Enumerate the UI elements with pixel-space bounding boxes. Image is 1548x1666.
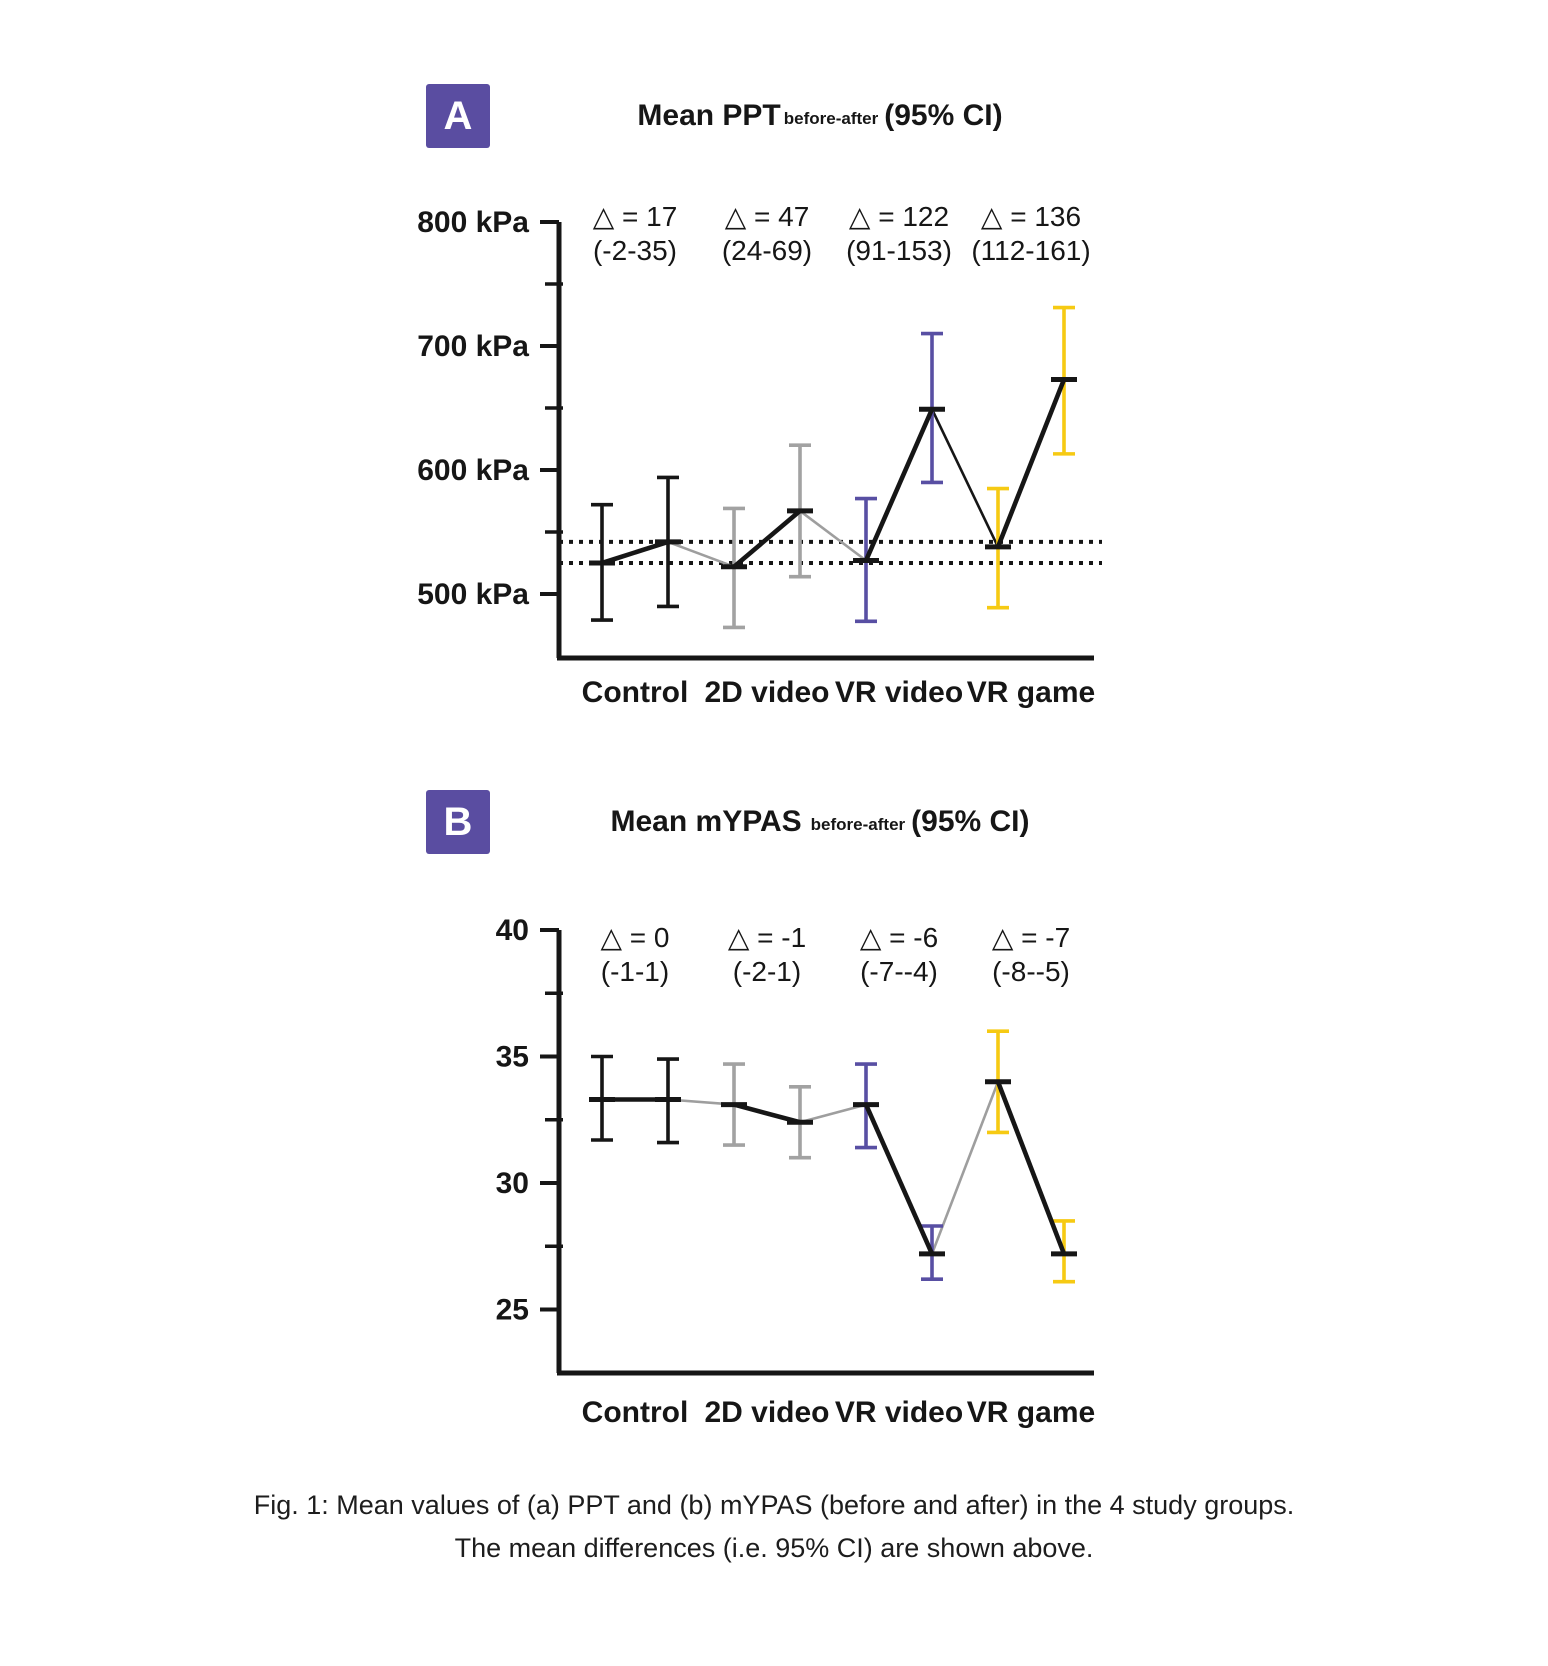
delta-value-label: △ = 122 (848, 201, 950, 232)
figure-caption (0, 1484, 1548, 1570)
caption-line-2: The mean differences (i.e. 95% CI) are shown above. (454, 1533, 1094, 1563)
delta-annotations (600, 922, 1070, 987)
panel-b-title-suffix: (95% CI) (911, 805, 1030, 838)
delta-ci-label: (-7--4) (860, 956, 938, 987)
category-label-control: Control (581, 676, 689, 709)
delta-ci-label: (91-153) (846, 235, 952, 266)
panel-a-title-suffix: (95% CI) (884, 99, 1003, 132)
panel-b-title-main: Mean mYPAS (610, 805, 802, 838)
delta-value-label: △ = 47 (724, 201, 810, 232)
category-label-vr-game: VR game (966, 676, 1096, 709)
category-labels (582, 676, 1096, 709)
group-mean-lines (602, 1082, 1064, 1254)
delta-value-label: △ = 0 (600, 922, 670, 953)
chart-ppt (417, 201, 1102, 709)
delta-ci-label: (24-69) (721, 235, 813, 266)
delta-ci-label: (-2-35) (592, 235, 678, 266)
category-labels (582, 1396, 1096, 1429)
panel-a-title-subscript: before-after (783, 109, 879, 128)
category-label-control: Control (581, 1396, 689, 1429)
category-label-vr-video: VR video (834, 1396, 964, 1429)
error-bars (591, 1031, 1075, 1281)
y-tick-label: 35 (495, 1040, 529, 1074)
category-label-2d-video: 2D video (704, 676, 830, 709)
y-tick-label: 600 kPa (417, 454, 529, 487)
y-tick-label: 700 kPa (417, 330, 529, 363)
panel-a-badge: A (426, 84, 490, 148)
connector-lines (668, 1082, 998, 1254)
axes (417, 206, 1094, 658)
caption-line-1: Fig. 1: Mean values of (a) PPT and (b) mYPAS (before and after) in the 4 study groups. (253, 1490, 1295, 1520)
y-tick-label: 40 (495, 914, 529, 947)
mean-markers (589, 379, 1077, 566)
chart-mypas (496, 914, 1096, 1429)
y-tick-label: 30 (495, 1167, 529, 1200)
mean-markers (589, 1082, 1077, 1254)
delta-value-label: △ = 17 (592, 201, 678, 232)
panel-b-badge: B (426, 790, 490, 854)
category-label-vr-video: VR video (834, 676, 964, 709)
y-tick-label: 500 kPa (417, 578, 529, 611)
y-tick-label: 25 (495, 1293, 529, 1327)
panel-b-title-subscript: before-after (810, 815, 906, 834)
delta-value-label: △ = -6 (859, 922, 939, 953)
delta-value-label: △ = -7 (991, 922, 1071, 953)
category-label-2d-video: 2D video (704, 1396, 830, 1429)
y-tick-label: 800 kPa (417, 206, 529, 239)
delta-ci-label: (-8--5) (992, 956, 1070, 987)
delta-value-label: △ = -1 (727, 922, 807, 953)
delta-ci-label: (-1-1) (600, 956, 670, 987)
panel-a-title-main: Mean PPT (637, 99, 781, 132)
delta-ci-label: (-2-1) (732, 956, 802, 987)
error-bars (591, 308, 1075, 628)
category-label-vr-game: VR game (966, 1396, 1096, 1429)
delta-value-label: △ = 136 (980, 201, 1082, 232)
delta-annotations (593, 201, 1091, 266)
delta-ci-label: (112-161) (971, 235, 1091, 266)
